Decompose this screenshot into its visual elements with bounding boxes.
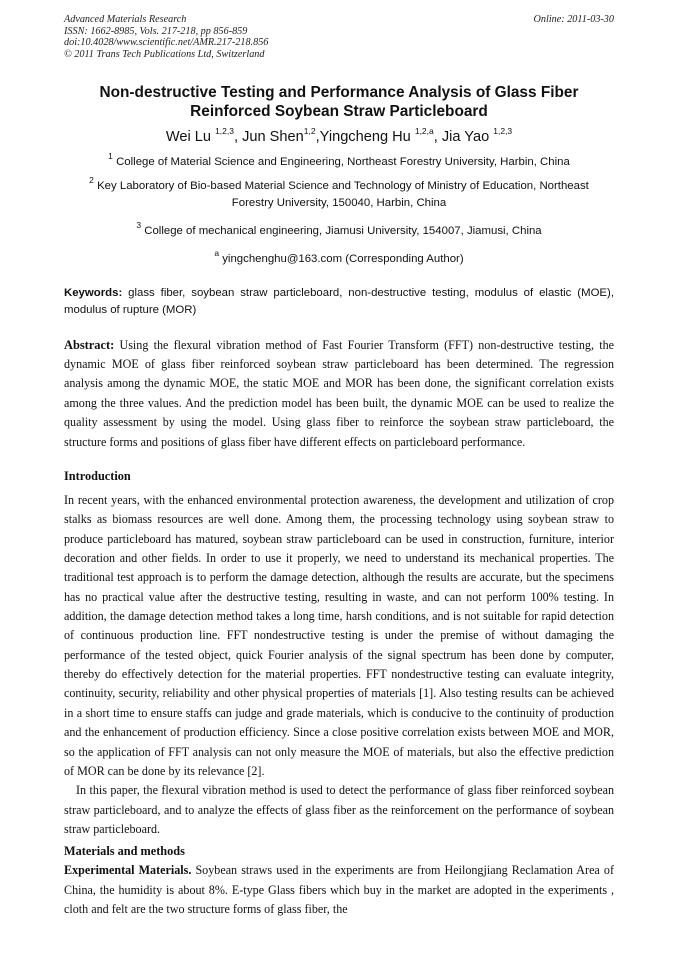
affiliation-2: [64, 173, 614, 212]
author-affil: 1,2,3: [215, 126, 234, 137]
running-header: [64, 14, 614, 60]
copyright-line: © 2011 Trans Tech Publications Ltd, Switzerland: [64, 48, 265, 60]
affiliation-marker: 3: [136, 219, 142, 230]
keywords-text: glass fiber, soybean straw particleboard, non-destructive testing, modulus of elastic (MOE), modulus of rupture (MOR): [64, 287, 614, 317]
introduction-heading: Introduction: [64, 469, 131, 484]
issn-line: ISSN: 1662-8985, Vols. 217-218, pp 856-859: [64, 25, 248, 37]
author-name: Yingcheng Hu: [319, 129, 415, 146]
author-name: Jia Yao: [441, 129, 494, 146]
email-text: yingchenghu@163.com (Corresponding Author): [219, 252, 464, 265]
affiliation-3: [64, 218, 614, 240]
affiliation-text: College of mechanical engineering, Jiamusi University, 154007, Jiamusi, China: [141, 224, 542, 237]
abstract-label: Abstract:: [64, 337, 115, 352]
experimental-materials-paragraph: [64, 861, 614, 919]
keywords-label: Keywords:: [64, 287, 123, 300]
keywords-block: [64, 285, 614, 318]
title-line-2: Reinforced Soybean Straw Particleboard: [190, 103, 488, 121]
author-name: Wei Lu: [165, 129, 216, 146]
abstract-text: Using the flexural vibration method of Fast Fourier Transform (FFT) non-destructive testing, the dynamic MOE of glass fiber reinforced soybean straw particleboard has been determined. The regression analysis among the dynamic MOE, the static MOE and MOR has been done, the significant correlation exists among the three values. And the prediction model has been built, the dynamic MOE can be used to realize the quality assessment by using the model. Using glass fiber to reinforce the soybean straw particleboard, the structure forms and positions of glass fiber have different effects on particleboard performance.: [64, 337, 614, 449]
affiliation-1: [64, 149, 614, 171]
title-line-1: Non-destructive Testing and Performance Analysis of Glass Fiber: [99, 84, 579, 102]
doi-line: doi:10.4028/www.scientific.net/AMR.217-218.856: [64, 37, 269, 49]
online-date: Online: 2011-03-30: [533, 14, 614, 25]
affiliation-text: College of Material Science and Engineering, Northeast Forestry University, Harbin, China: [112, 156, 570, 169]
author-sep: ,: [315, 129, 320, 146]
affiliation-text: Key Laboratory of Bio-based Material Science and Technology of Ministry of Education, Northeast: [93, 179, 589, 192]
author-affil: 1,2,a: [414, 126, 434, 137]
author-affil: 1,2: [303, 126, 316, 137]
affiliation-marker: a: [214, 247, 220, 258]
introduction-paragraph-2: In this paper, the flexural vibration method is used to detect the performance of glass fiber reinforced soybean straw particleboard, and to analyze the effects of glass fiber as the reinforcement on the performance of soybean straw particleboard.: [64, 783, 614, 836]
experimental-materials-text: Soybean straws used in the experiments are from Heilongjiang Reclamation Area of China, the humidity is about 8%. E-type Glass fibers which buy in the market are adopted in the experiments , cloth and felt are the two structure forms of glass fiber, the: [64, 863, 614, 916]
abstract-block: [64, 336, 614, 452]
author-sep: ,: [433, 129, 442, 146]
author-affil: 1,2,3: [493, 126, 513, 137]
materials-methods-heading: Materials and methods: [64, 844, 185, 859]
journal-name: Advanced Materials Research: [64, 14, 187, 25]
paper-title: [64, 83, 614, 121]
affiliation-marker: 2: [89, 175, 94, 186]
affiliation-text-cont: Forestry University, 150040, Harbin, China: [231, 196, 447, 209]
author-name: Jun Shen: [242, 129, 304, 146]
author-list: [64, 122, 614, 147]
affiliation-marker: 1: [108, 151, 113, 162]
author-sep: ,: [233, 129, 243, 146]
introduction-paragraph-1: In recent years, with the enhanced environmental protection awareness, the development and utilization of crop stalks as biomass resources are well done. Among them, the processing technology using soybean straw to produce particleboard has matured, soybean straw particleboard can be used in construction, furniture, interior decoration and other fields. In order to use it properly, we need to understand its mechanical properties. The traditional test approach is to perform the damage detection, although the results are accurate, but the specimens has no practical value after the destructive testing, resulting in waste, and can not perform 100% testing. In addition, the damage detection method takes a long time, harsh conditions, and is not suitable for rapid detection of continuous production line. FFT nondestructive testing is under the premise of without damaging the performance of the tested object, quick Fourier analysis of the signal spectrum has been done by computer, thereby do effectively detection for the material properties. FFT nondestructive testing can evaluate integrity, continuity, security, reliability and other physical properties of materials [1]. Also testing results can be achieved in a short time to ensure staffs can judge and grade materials, which is conducive to the continuity of production and the enhancement of production efficiency. Since a close positive correlation exists between MOE and MOR, so the application of FFT analysis can not only measure the MOE of materials, but also the effective prediction of MOR can be done by its relevance [2].: [64, 493, 614, 778]
paper-page: [64, 14, 614, 919]
experimental-materials-label: Experimental Materials.: [64, 863, 192, 878]
corresponding-email: [64, 246, 614, 268]
